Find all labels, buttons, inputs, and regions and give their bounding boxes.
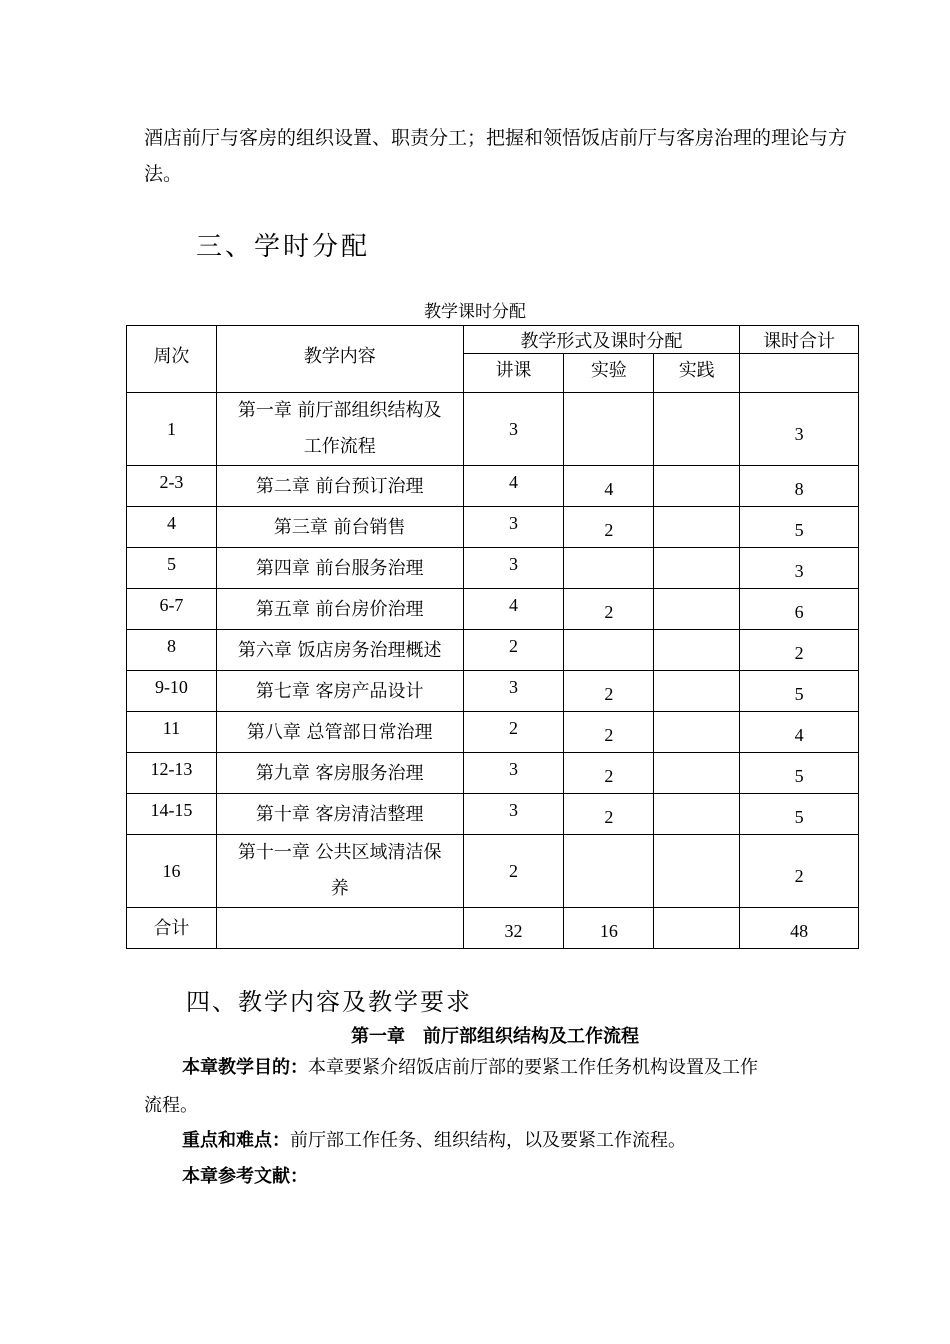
header-total: 课时合计 <box>740 326 859 354</box>
row-week: 5 <box>127 548 217 589</box>
sum-lecture: 32 <box>463 908 564 949</box>
table-row <box>127 753 859 794</box>
row-experiment <box>564 393 654 466</box>
row-content: 第九章 客房服务治理 <box>216 753 463 794</box>
row-practice <box>654 835 740 908</box>
header-week: 周次 <box>127 326 217 393</box>
row-total: 5 <box>740 794 859 835</box>
row-experiment: 4 <box>564 466 654 507</box>
chapter-1-title: 第一章 前厅部组织结构及工作流程 <box>351 1026 639 1047</box>
header-experiment: 实验 <box>564 354 654 393</box>
row-experiment: 2 <box>564 712 654 753</box>
table-row <box>127 712 859 753</box>
key-text: 前厅部工作任务、组织结构，以及要紧工作流程。 <box>290 1130 686 1151</box>
sum-total: 48 <box>740 908 859 949</box>
table-caption: 教学课时分配 <box>424 302 526 322</box>
goal-label: 本章教学目的： <box>182 1057 308 1078</box>
row-content: 第五章 前台房价治理 <box>216 589 463 630</box>
goal-text-line-1: 本章要紧介绍饭店前厅部的要紧工作任务机构设置及工作 <box>308 1057 758 1078</box>
row-total: 5 <box>740 671 859 712</box>
table-row <box>127 630 859 671</box>
row-experiment: 2 <box>564 794 654 835</box>
row-week: 1 <box>127 393 217 466</box>
row-week: 2-3 <box>127 466 217 507</box>
section-3-heading: 三、学时分配 <box>196 232 371 262</box>
row-content: 第十章 客房清洁整理 <box>216 794 463 835</box>
row-content: 第二章 前台预订治理 <box>216 466 463 507</box>
row-lecture: 2 <box>463 835 564 908</box>
row-experiment: 2 <box>564 753 654 794</box>
row-total: 8 <box>740 466 859 507</box>
intro-line-2: 法。 <box>144 163 183 185</box>
row-practice <box>654 507 740 548</box>
table-row <box>127 548 859 589</box>
key-label: 重点和难点： <box>182 1130 290 1151</box>
table-row <box>127 466 859 507</box>
row-content-line-2: 养 <box>330 878 349 899</box>
row-content-line-1: 第十一章 公共区域清洁保 <box>237 842 442 863</box>
row-practice <box>654 589 740 630</box>
table-row <box>127 671 859 712</box>
table-row <box>127 835 859 908</box>
sum-practice <box>654 908 740 949</box>
row-lecture: 3 <box>463 393 564 466</box>
row-content: 第六章 饭店房务治理概述 <box>216 630 463 671</box>
row-week: 12-13 <box>127 753 217 794</box>
intro-paragraph <box>144 120 864 192</box>
header-lecture: 讲课 <box>463 354 564 393</box>
intro-line-1: 酒店前厅与客房的组织设置、职责分工；把握和领悟饭店前厅与客房治理的理论与方 <box>144 127 848 149</box>
row-total: 4 <box>740 712 859 753</box>
row-total: 5 <box>740 753 859 794</box>
row-week: 14-15 <box>127 794 217 835</box>
chapter-key-paragraph <box>182 1123 862 1159</box>
row-week: 11 <box>127 712 217 753</box>
row-lecture: 3 <box>463 507 564 548</box>
row-practice <box>654 630 740 671</box>
row-practice <box>654 393 740 466</box>
row-content <box>216 835 463 908</box>
row-week: 8 <box>127 630 217 671</box>
header-practice: 实践 <box>654 354 740 393</box>
table-header-row <box>127 326 859 354</box>
row-practice <box>654 466 740 507</box>
row-total: 2 <box>740 835 859 908</box>
row-content: 第七章 客房产品设计 <box>216 671 463 712</box>
header-content: 教学内容 <box>216 326 463 393</box>
refs-label: 本章参考文献： <box>182 1166 308 1187</box>
row-practice <box>654 712 740 753</box>
row-week: 9-10 <box>127 671 217 712</box>
row-experiment: 2 <box>564 589 654 630</box>
row-lecture: 3 <box>463 753 564 794</box>
row-practice <box>654 794 740 835</box>
row-practice <box>654 671 740 712</box>
row-week: 6-7 <box>127 589 217 630</box>
header-total-empty <box>740 354 859 393</box>
row-content: 第八章 总管部日常治理 <box>216 712 463 753</box>
row-week: 16 <box>127 835 217 908</box>
row-practice <box>654 548 740 589</box>
row-content-line-1: 第一章 前厅部组织结构及 <box>237 400 442 421</box>
row-content <box>216 393 463 466</box>
hours-table <box>126 325 859 949</box>
goal-text-line-2: 流程。 <box>144 1095 198 1116</box>
row-lecture: 2 <box>463 712 564 753</box>
sum-content <box>216 908 463 949</box>
row-experiment <box>564 548 654 589</box>
row-total: 6 <box>740 589 859 630</box>
table-sum-row <box>127 908 859 949</box>
row-lecture: 2 <box>463 630 564 671</box>
row-content: 第三章 前台销售 <box>216 507 463 548</box>
row-lecture: 3 <box>463 794 564 835</box>
row-lecture: 4 <box>463 466 564 507</box>
row-experiment <box>564 630 654 671</box>
chapter-goal-paragraph <box>182 1050 822 1086</box>
row-practice <box>654 753 740 794</box>
row-total: 5 <box>740 507 859 548</box>
row-total: 3 <box>740 393 859 466</box>
row-lecture: 3 <box>463 548 564 589</box>
row-total: 3 <box>740 548 859 589</box>
sum-label: 合计 <box>127 908 217 949</box>
row-lecture: 3 <box>463 671 564 712</box>
sum-experiment: 16 <box>564 908 654 949</box>
row-experiment: 2 <box>564 507 654 548</box>
header-form: 教学形式及课时分配 <box>463 326 740 354</box>
row-experiment: 2 <box>564 671 654 712</box>
table-row <box>127 794 859 835</box>
table-row <box>127 589 859 630</box>
section-4-heading: 四、教学内容及教学要求 <box>186 988 472 1016</box>
row-content-line-2: 工作流程 <box>303 436 376 457</box>
row-experiment <box>564 835 654 908</box>
row-week: 4 <box>127 507 217 548</box>
table-row <box>127 507 859 548</box>
row-content: 第四章 前台服务治理 <box>216 548 463 589</box>
row-total: 2 <box>740 630 859 671</box>
row-lecture: 4 <box>463 589 564 630</box>
table-row <box>127 393 859 466</box>
